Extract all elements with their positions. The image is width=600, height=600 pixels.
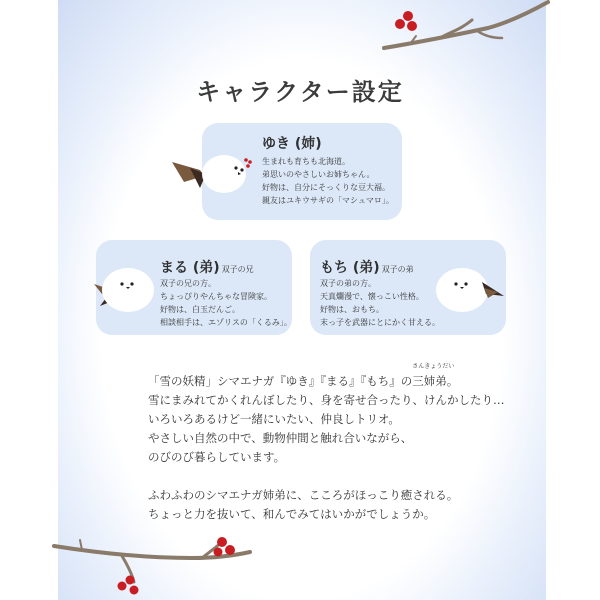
berry [118,582,127,591]
character-name-maru: まる (弟) 双子の兄 [160,260,254,276]
ruby-word: さんきょうだい 三姉弟 [412,363,455,388]
berry-branch-bottom [52,530,252,600]
intro-line: いろいろあるけど一緒にいたい、仲良しトリオ。 [148,412,400,426]
berry-branch-top [380,0,550,60]
bird-mochi-icon [432,262,508,316]
berry [403,11,413,21]
desc-line: 好物は、白玉だんご。 [160,305,240,314]
ruby-reading: さんきょうだい [412,363,455,370]
berry [395,19,405,29]
berry [214,548,223,557]
desc-line: 双子の弟の方。 [320,279,376,288]
desc-line: 好物は、自分にそっくりな豆大福。 [262,183,390,192]
bird-maru-icon [92,260,158,316]
desc-line: 弟思いのやさしいお姉ちゃん。 [262,170,375,179]
desc-line: 相談相手は、エゾリスの「くるみ」。 [160,318,292,327]
page-title: キャラクター設定 [196,78,404,106]
intro-line: 「雪の妖精」シマエナガ『ゆき』『まる』『もち』の さんきょうだい 三姉弟。 [148,372,468,391]
intro-line: やさしい自然の中で、動物仲間と触れ合いながら、 [148,431,413,445]
character-sub-maru: 双子の兄 [221,265,254,274]
desc-line: 生まれも育ちも北海道。 [262,157,350,166]
berry [126,576,135,585]
berry [225,545,235,555]
character-sub-mochi: 双子の弟 [381,265,414,274]
berry [130,586,139,595]
character-name-mochi: もち (弟) 双子の弟 [320,260,414,276]
desc-line: ちょっぴりやんちゃな冒険家。 [160,292,272,301]
berry [217,537,227,547]
desc-line: 末っ子を武器にとにかく甘える。 [320,318,440,327]
intro-paragraph [148,363,505,524]
desc-line: 親友はユキウサギの「マシュマロ」。 [262,196,394,205]
intro-line: 雪にまみれてかくれんぼしたり、身を寄せ合ったり、けんかしたり… [148,393,505,407]
desc-line: 好物は、おもち。 [320,305,384,314]
intro-line: ふわふわのシマエナガ姉弟に、こころがほっこり癒される。 [148,488,459,502]
character-desc-yuki [262,155,394,207]
intro-line: ちょっと力を抜いて、和んでみてはいかがでしょうか。 [148,507,436,521]
character-desc-mochi [320,277,440,329]
berry [407,21,417,31]
desc-line: 双子の兄の方。 [160,279,216,288]
bird-yuki-icon [170,148,252,198]
character-name-yuki: ゆき (姉) [262,136,322,152]
intro-line: のびのび暮らしています。 [148,450,286,464]
character-desc-maru [160,277,292,329]
desc-line: 天真爛漫で、懐っこい性格。 [320,292,424,301]
